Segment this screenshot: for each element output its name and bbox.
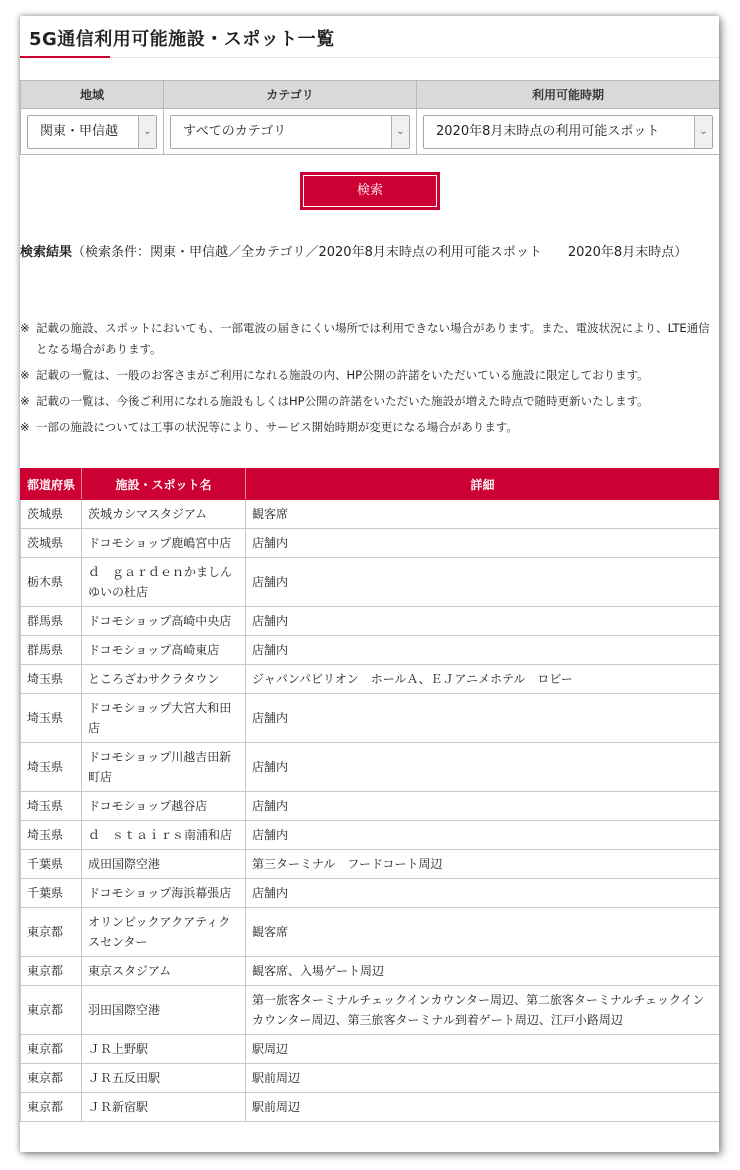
cell-spot-name: ドコモショップ大宮大和田店	[82, 694, 246, 743]
chevron-down-icon[interactable]: ⌄	[694, 116, 712, 148]
cell-prefecture: 東京都	[21, 1035, 82, 1064]
note-item	[20, 318, 719, 360]
result-conditions: （検索条件：関東・甲信越／全カテゴリ／2020年8月末時点の利用可能スポット 2020年8月末時点）	[72, 245, 688, 260]
cell-details: 店舗内	[246, 821, 720, 850]
page-title-text: 5G通信利用可能施設・スポット一覧	[29, 29, 335, 50]
search-filters	[20, 80, 719, 155]
category-select-value: すべてのカテゴリ	[183, 123, 287, 139]
cell-prefecture: 群馬県	[21, 636, 82, 665]
cell-spot-name: ｄ ｓｔａｉｒｓ南浦和店	[82, 821, 246, 850]
table-row	[21, 743, 720, 792]
cell-details: ジャパンパビリオン ホールＡ、ＥＪアニメホテル ロビー	[246, 665, 720, 694]
cell-prefecture: 千葉県	[21, 850, 82, 879]
filter-header-category: カテゴリ	[164, 81, 417, 109]
cell-prefecture: 東京都	[21, 986, 82, 1035]
cell-details: 観客席	[246, 908, 720, 957]
table-row	[21, 957, 720, 986]
table-row	[21, 1093, 720, 1122]
table-row	[21, 500, 720, 529]
table-row	[21, 879, 720, 908]
table-row	[21, 986, 720, 1035]
spot-list-panel	[20, 16, 719, 1152]
cell-prefecture: 茨城県	[21, 500, 82, 529]
filter-header-region: 地域	[21, 81, 164, 109]
cell-spot-name: 茨城カシマスタジアム	[82, 500, 246, 529]
cell-details: 店舗内	[246, 792, 720, 821]
column-header-details: 詳細	[246, 469, 720, 500]
cell-spot-name: ＪＲ上野駅	[82, 1035, 246, 1064]
cell-details: 店舗内	[246, 879, 720, 908]
table-row	[21, 694, 720, 743]
cell-details: 駅前周辺	[246, 1093, 720, 1122]
column-header-prefecture: 都道府県	[21, 469, 82, 500]
table-row	[21, 1035, 720, 1064]
cell-prefecture: 千葉県	[21, 879, 82, 908]
cell-spot-name: 東京スタジアム	[82, 957, 246, 986]
result-label: 検索結果	[20, 245, 73, 260]
table-row	[21, 636, 720, 665]
cell-prefecture: 埼玉県	[21, 821, 82, 850]
cell-spot-name: ｄ ｇａｒｄｅｎかましんゆいの杜店	[82, 558, 246, 607]
cell-details: 観客席、入場ゲート周辺	[246, 957, 720, 986]
cell-spot-name: ドコモショップ高崎中央店	[82, 607, 246, 636]
note-item	[20, 417, 719, 438]
chevron-down-icon[interactable]: ⌄	[391, 116, 409, 148]
cell-details: 店舗内	[246, 607, 720, 636]
cell-details: 店舗内	[246, 743, 720, 792]
cell-spot-name: ところざわサクラタウン	[82, 665, 246, 694]
table-row	[21, 665, 720, 694]
cell-details: 店舗内	[246, 694, 720, 743]
column-header-spot-name: 施設・スポット名	[82, 469, 246, 500]
search-button[interactable]: 検索	[300, 172, 440, 210]
note-text: 記載の一覧は、一般のお客さまがご利用になれる施設の内、HP公開の許諾をいただいている施設に限定しております。	[36, 368, 649, 382]
cell-prefecture: 埼玉県	[21, 665, 82, 694]
note-text: 記載の施設、スポットにおいても、一部電波の届きにくい場所では利用できない場合があります。また、電波状況により、LTE通信となる場合があります。	[36, 321, 710, 356]
cell-details: 駅周辺	[246, 1035, 720, 1064]
cell-prefecture: 東京都	[21, 957, 82, 986]
cell-prefecture: 東京都	[21, 1064, 82, 1093]
cell-prefecture: 東京都	[21, 908, 82, 957]
period-select[interactable]	[423, 115, 713, 149]
cell-prefecture: 埼玉県	[21, 743, 82, 792]
cell-prefecture: 栃木県	[21, 558, 82, 607]
cell-prefecture: 群馬県	[21, 607, 82, 636]
cell-spot-name: ドコモショップ川越吉田新町店	[82, 743, 246, 792]
region-select[interactable]	[27, 115, 157, 149]
note-text: 一部の施設については工事の状況等により、サービス開始時期が変更になる場合があります。	[36, 420, 518, 434]
note-mark: ※	[20, 420, 30, 434]
cell-details: 観客席	[246, 500, 720, 529]
chevron-down-icon[interactable]: ⌄	[138, 116, 156, 148]
spot-table	[20, 468, 719, 1122]
table-row	[21, 792, 720, 821]
cell-prefecture: 埼玉県	[21, 792, 82, 821]
cell-details: 店舗内	[246, 529, 720, 558]
period-select-value: 2020年8月末時点の利用可能スポット	[436, 123, 660, 139]
cell-spot-name: オリンピックアクアティクスセンター	[82, 908, 246, 957]
note-mark: ※	[20, 321, 30, 335]
region-select-value: 関東・甲信越	[40, 123, 119, 139]
note-mark: ※	[20, 368, 30, 382]
cell-prefecture: 茨城県	[21, 529, 82, 558]
cell-spot-name: ドコモショップ鹿嶋宮中店	[82, 529, 246, 558]
page-title	[20, 16, 719, 58]
cell-details: 店舗内	[246, 636, 720, 665]
table-row	[21, 908, 720, 957]
note-item	[20, 391, 719, 412]
table-row	[21, 558, 720, 607]
search-result-summary	[20, 241, 715, 265]
table-row	[21, 1064, 720, 1093]
cell-spot-name: 成田国際空港	[82, 850, 246, 879]
notes-list	[20, 318, 719, 443]
filter-header-period: 利用可能時期	[417, 81, 720, 109]
cell-spot-name: ＪＲ新宿駅	[82, 1093, 246, 1122]
note-mark: ※	[20, 394, 30, 408]
cell-prefecture: 埼玉県	[21, 694, 82, 743]
cell-details: 第三ターミナル フードコート周辺	[246, 850, 720, 879]
note-text: 記載の一覧は、今後ご利用になれる施設もしくはHP公開の許諾をいただいた施設が増えた時点で随時更新いたします。	[36, 394, 649, 408]
table-row	[21, 607, 720, 636]
cell-prefecture: 東京都	[21, 1093, 82, 1122]
title-accent-bar	[20, 56, 110, 58]
cell-spot-name: 羽田国際空港	[82, 986, 246, 1035]
cell-details: 第一旅客ターミナルチェックインカウンター周辺、第二旅客ターミナルチェックインカウンター周辺、第三旅客ターミナル到着ゲート周辺、江戸小路周辺	[246, 986, 720, 1035]
cell-spot-name: ドコモショップ海浜幕張店	[82, 879, 246, 908]
category-select[interactable]	[170, 115, 410, 149]
cell-spot-name: ドコモショップ越谷店	[82, 792, 246, 821]
table-row	[21, 529, 720, 558]
table-row	[21, 821, 720, 850]
cell-spot-name: ＪＲ五反田駅	[82, 1064, 246, 1093]
cell-details: 店舗内	[246, 558, 720, 607]
cell-details: 駅前周辺	[246, 1064, 720, 1093]
note-item	[20, 365, 719, 386]
cell-spot-name: ドコモショップ高崎東店	[82, 636, 246, 665]
table-row	[21, 850, 720, 879]
